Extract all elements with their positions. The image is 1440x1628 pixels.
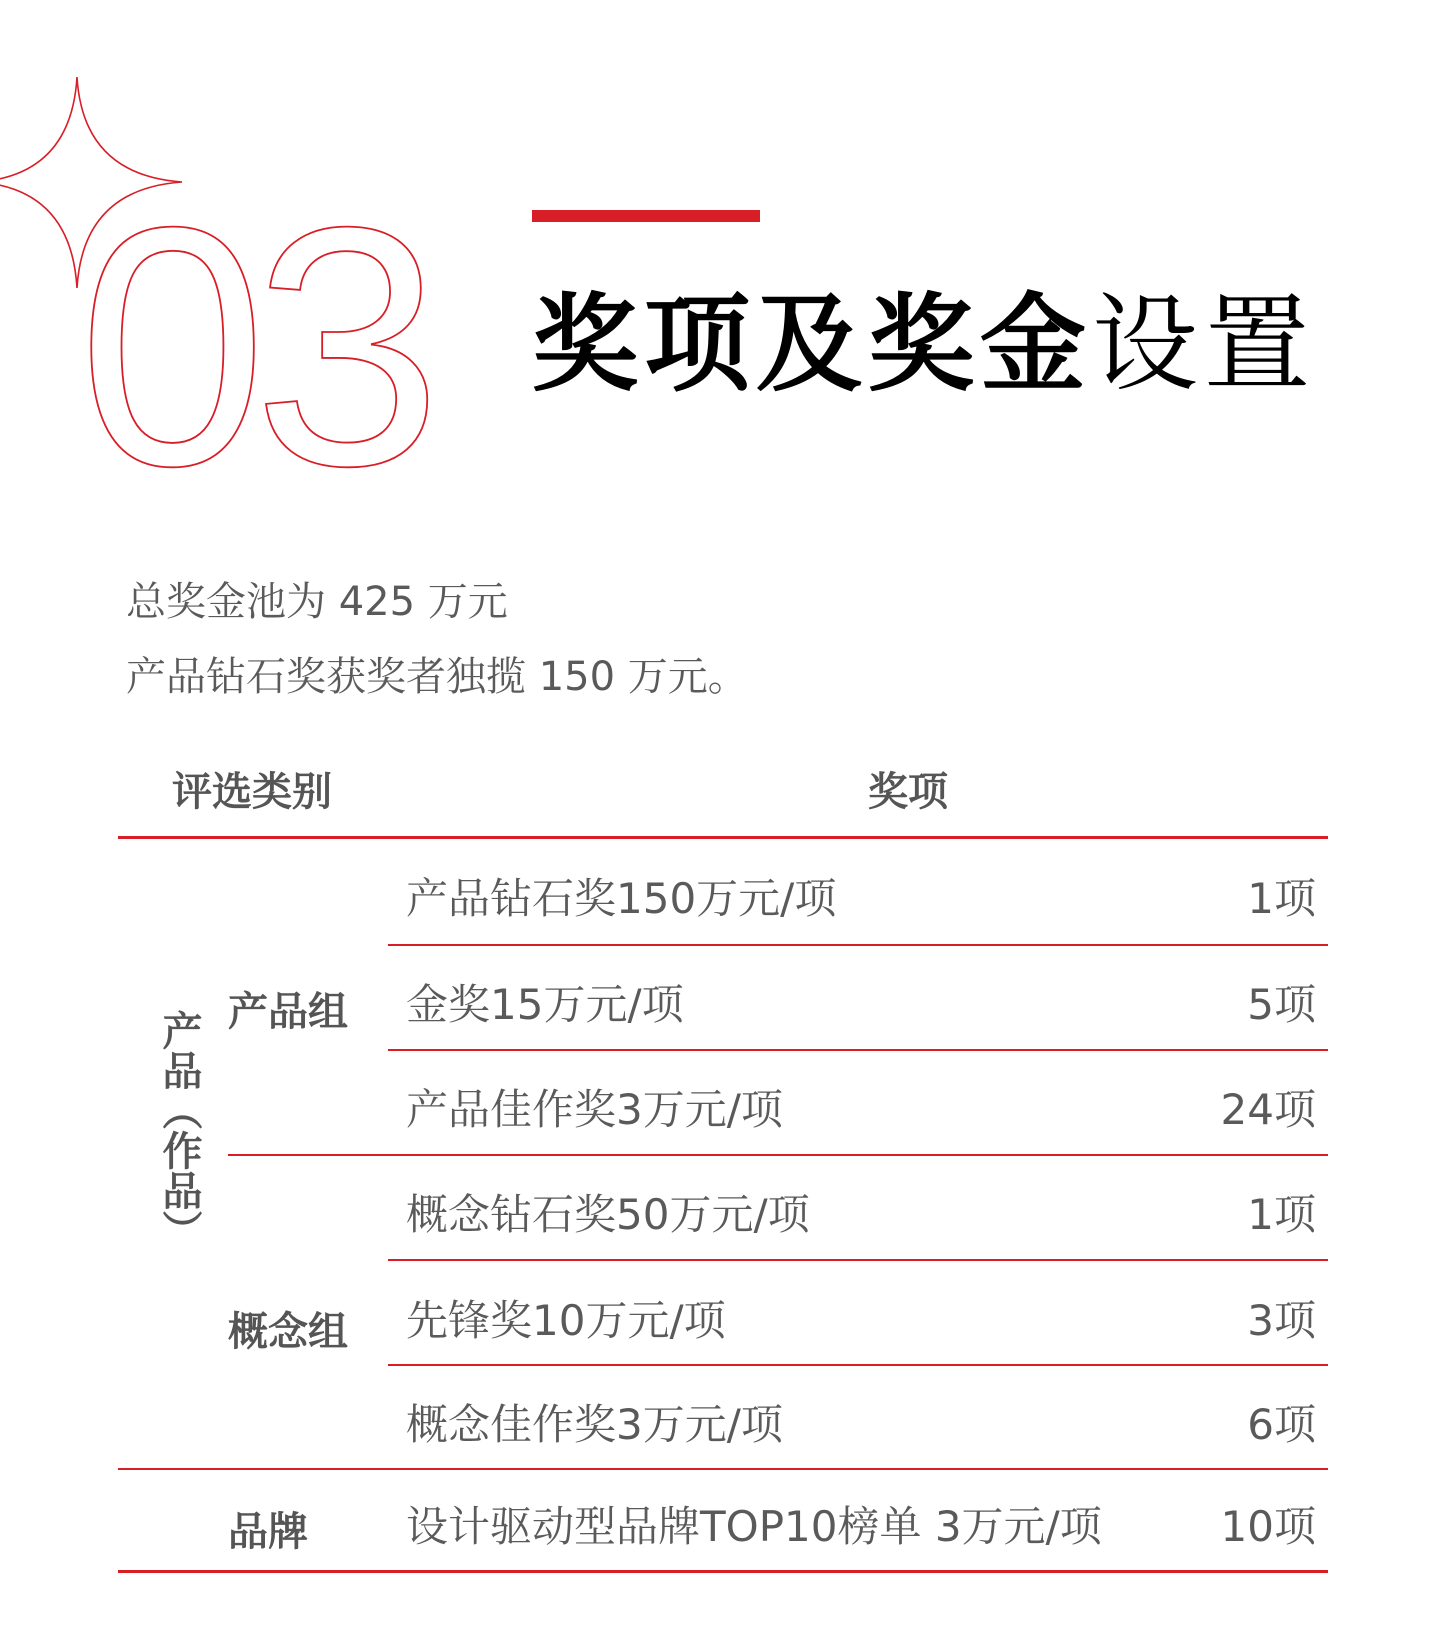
header-category: 评选类别 xyxy=(172,769,332,815)
table-row-count: 1项 xyxy=(1247,874,1316,923)
group-product: 产品组 xyxy=(228,989,348,1035)
group-divider xyxy=(228,1154,1328,1156)
table-row-count: 24项 xyxy=(1220,1085,1316,1134)
group-brand: 品牌 xyxy=(228,1509,308,1555)
title-accent-bar xyxy=(532,210,760,222)
table-row-count: 1项 xyxy=(1247,1190,1316,1239)
table-row-count: 6项 xyxy=(1247,1400,1316,1449)
header-decoration xyxy=(0,0,480,500)
table-bottom-divider xyxy=(118,1570,1328,1573)
row-divider xyxy=(388,944,1328,946)
table-header-divider xyxy=(118,836,1328,839)
row-divider xyxy=(388,1364,1328,1366)
table-row-count: 5项 xyxy=(1247,980,1316,1029)
title-light-part: 设置 xyxy=(1092,283,1316,406)
table-row-award: 概念钻石奖50万元/项 xyxy=(406,1190,810,1239)
table-row-award: 设计驱动型品牌TOP10榜单 3万元/项 xyxy=(406,1502,1102,1551)
table-row-count: 10项 xyxy=(1220,1502,1316,1551)
group-concept: 概念组 xyxy=(228,1309,348,1355)
table-row-count: 3项 xyxy=(1247,1296,1316,1345)
table-row-award: 产品佳作奖3万元/项 xyxy=(406,1085,783,1134)
table-row-award: 概念佳作奖3万元/项 xyxy=(406,1400,783,1449)
row-divider xyxy=(388,1049,1328,1051)
header-award: 奖项 xyxy=(868,769,948,815)
page-title xyxy=(532,280,1316,410)
diamond-award-text: 产品钻石奖获奖者独揽 150 万元。 xyxy=(126,654,748,700)
section-number: 03 xyxy=(78,157,429,500)
prize-pool-text: 总奖金池为 425 万元 xyxy=(126,579,508,625)
table-row-award: 先锋奖10万元/项 xyxy=(406,1296,726,1345)
title-bold-part: 奖项及奖金 xyxy=(532,283,1092,406)
section-divider xyxy=(118,1468,1328,1470)
table-row-award: 产品钻石奖150万元/项 xyxy=(406,874,837,923)
category-product: 产品（作品） xyxy=(156,1010,202,1250)
row-divider xyxy=(388,1259,1328,1261)
table-row-award: 金奖15万元/项 xyxy=(406,980,684,1029)
